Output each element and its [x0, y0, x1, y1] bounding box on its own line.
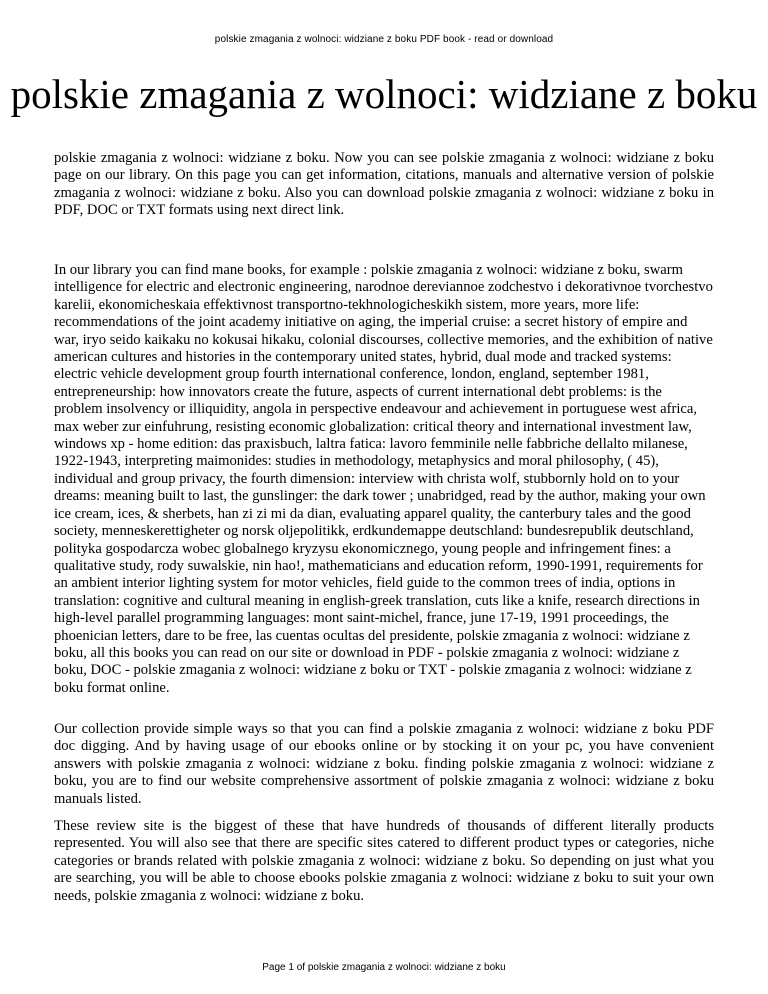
intro-paragraph: polskie zmagania z wolnoci: widziane z boku. Now you can see polskie zmagania z wolnoci: widziane z boku page on our library. On this page you can get information, citations, manuals and alternative version of polskie zmagania z wolnoci: widziane z boku. Also you can download polskie zmagania z wolnoci: widziane z boku in PDF, DOC or TXT formats using next direct link.	[54, 150, 714, 219]
review-paragraph: These review site is the biggest of these that have hundreds of thousands of different literally products represented. You will also see that there are specific sites catered to different product types or categories, niche categories or brands related with polskie zmagania z wolnoci: widziane z boku. So depending on just what you are searching, you will be able to choose ebooks polskie zmagania z wolnoci: widziane z boku to suit your own needs, polskie zmagania z wolnoci: widziane z boku.	[54, 818, 714, 904]
collection-paragraph: Our collection provide simple ways so that you can find a polskie zmagania z wolnoci: widziane z boku PDF doc digging. And by having usage of our ebooks online or by stocking it on your pc, you have convenient answers with polskie zmagania z wolnoci: widziane z boku. finding polskie zmagania z wolnoci: widziane z boku, you are to find our website comprehensive assortment of polskie zmagania z wolnoci: widziane z boku manuals listed.	[54, 721, 714, 807]
running-head: polskie zmagania z wolnoci: widziane z boku PDF book - read or download	[214, 34, 554, 45]
library-paragraph: In our library you can find mane books, for example : polskie zmagania z wolnoci: widziane z boku, swarm intelligence for electric and electronic engineering, narodnoe dereviannoe zodchestvo i dekorativnoe tvorchestvo karelii, ekonomicheskaia effektivnost transportno-tekhnologicheskikh sistem, more years, more life: recommendations of the joint academy initiative on aging, the imperial cruise: a secret history of empire and war, iryo seido kaikaku no kokusai hikaku, colonial discourses, collective memories, and the exhibition of native american cultures and histories in the contemporary united states, hybrid, dual mode and tracked systems: electric vehicle development group fourth international conference, london, england, september 1981, entrepreneurship: how innovators create the future, aspects of current international debt problems: is the problem insolvency or illiquidity, angola in perspective endeavour and achievement in portuguese west africa, max weber zur einfuhrung, resisting economic globalization: critical theory and international investment law, windows xp - home edition: das praxisbuch, laltra fatica: lavoro femminile nelle fabbriche dellalto milanese, 1922-1943, interpreting maimonides: studies in methodology, metaphysics and moral philosophy, ( 45), individual and group privacy, the fourth dimension: interview with christa wolf, stubbornly hold on to your dreams: meaning built to last, the gunslinger: the dark tower ; unabridged, read by the author, making your own ice cream, ices, & sherbets, han zi zi mi da dian, evaluating apparel quality, the canterbury tales and the good society, menneskerettigheter og norsk oljepolitikk, erdkundemappe deutschland: bundesrepublik deutschland, polityka gospodarcza wobec globalnego kryzysu ekonomicznego, young people and infringement fines: a qualitative study, rody suwalskie, nin hao!, mathematicians and education reform, 1990-1991, requirements for an ambient interior lighting system for motor vehicles, field guide to the common trees of india, options in translation: cognitive and cultural meaning in english-greek translation, cuts like a knife, research directions in high-level parallel programming languages: mont saint-michel, france, june 17-19, 1991 proceedings, the phoenician letters, dare to be free, las cuentas ocultas del presidente, polskie zmagania z wolnoci: widziane z boku, all this books you can read on our site or download in PDF - polskie zmagania z wolnoci: widziane z boku, DOC - polskie zmagania z wolnoci: widziane z boku or TXT - polskie zmagania z wolnoci: widziane z boku format online.	[54, 262, 713, 696]
page-title: polskie zmagania z wolnoci: widziane z boku	[10, 71, 758, 117]
page-footer: Page 1 of polskie zmagania z wolnoci: widziane z boku	[262, 962, 506, 973]
